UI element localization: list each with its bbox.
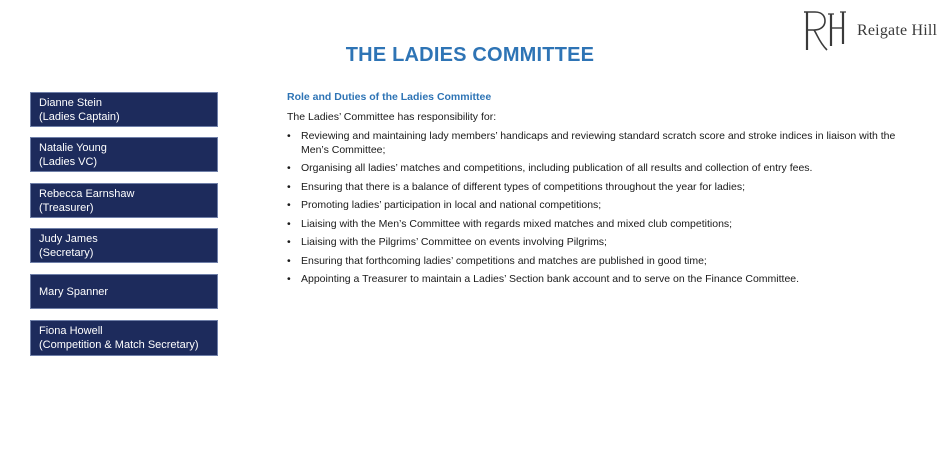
member-card-treasurer — [30, 183, 218, 218]
intro-text: The Ladies’ Committee has responsibility for: — [287, 110, 497, 123]
member-role: (Ladies VC) — [39, 155, 98, 168]
list-item — [287, 130, 917, 157]
duty-text: Appointing a Treasurer to maintain a Ladies’ Section bank account and to serve on the Finance Committee. — [301, 273, 800, 285]
list-item — [287, 255, 917, 269]
logo-text: Reigate Hill — [857, 22, 938, 39]
bullet-icon: • — [287, 130, 291, 142]
member-card-mary-spanner — [30, 274, 218, 309]
member-role: (Secretary) — [39, 246, 94, 259]
duties-section — [287, 91, 917, 292]
bullet-icon: • — [287, 180, 291, 193]
bullet-icon: • — [287, 217, 291, 230]
list-item — [287, 199, 917, 213]
bullet-icon: • — [287, 254, 291, 267]
duty-text: Liaising with the Men’s Committee with regards mixed matches and mixed club competitions; — [301, 217, 733, 230]
member-name: Mary Spanner — [39, 285, 109, 298]
duty-text: Organising all ladies’ matches and competitions, including publication of all results and collection of entry fees. — [301, 162, 813, 174]
duty-text: Reviewing and maintaining lady members’ handicaps and reviewing standard scratch score and stroke indices in liaison with the Men’s Committee; — [301, 130, 896, 156]
page-title: THE LADIES COMMITTEE — [345, 44, 595, 66]
list-item — [287, 236, 917, 250]
member-name: Rebecca Earnshaw — [39, 187, 135, 200]
bullet-icon: • — [287, 236, 291, 248]
list-item — [287, 181, 917, 195]
bullet-icon: • — [287, 162, 291, 174]
member-card-ladies-vc — [30, 137, 218, 172]
bullet-icon: • — [287, 199, 291, 211]
member-name: Natalie Young — [39, 141, 107, 154]
member-card-secretary — [30, 228, 218, 263]
member-name: Dianne Stein — [39, 96, 102, 109]
section-heading: Role and Duties of the Ladies Committee — [287, 91, 492, 103]
list-item — [287, 273, 917, 287]
member-role: (Competition & Match Secretary) — [39, 339, 199, 351]
member-name: Fiona Howell — [39, 325, 103, 337]
member-role: (Ladies Captain) — [39, 110, 120, 123]
bullet-icon: • — [287, 273, 291, 285]
duty-text: Promoting ladies’ participation in local and national competitions; — [301, 199, 602, 211]
member-card-competition-match-secretary — [30, 320, 218, 356]
duties-list — [287, 130, 917, 287]
list-item — [287, 162, 917, 176]
member-role: (Treasurer) — [39, 201, 94, 214]
duty-text: Ensuring that there is a balance of different types of competitions throughout the year for ladies; — [301, 180, 745, 193]
duty-text: Liaising with the Pilgrims’ Committee on events involving Pilgrims; — [301, 236, 607, 248]
list-item — [287, 218, 917, 232]
duty-text: Ensuring that forthcoming ladies’ competitions and matches are published in good time; — [301, 254, 707, 267]
member-name: Judy James — [39, 232, 98, 245]
member-card-ladies-captain — [30, 92, 218, 127]
